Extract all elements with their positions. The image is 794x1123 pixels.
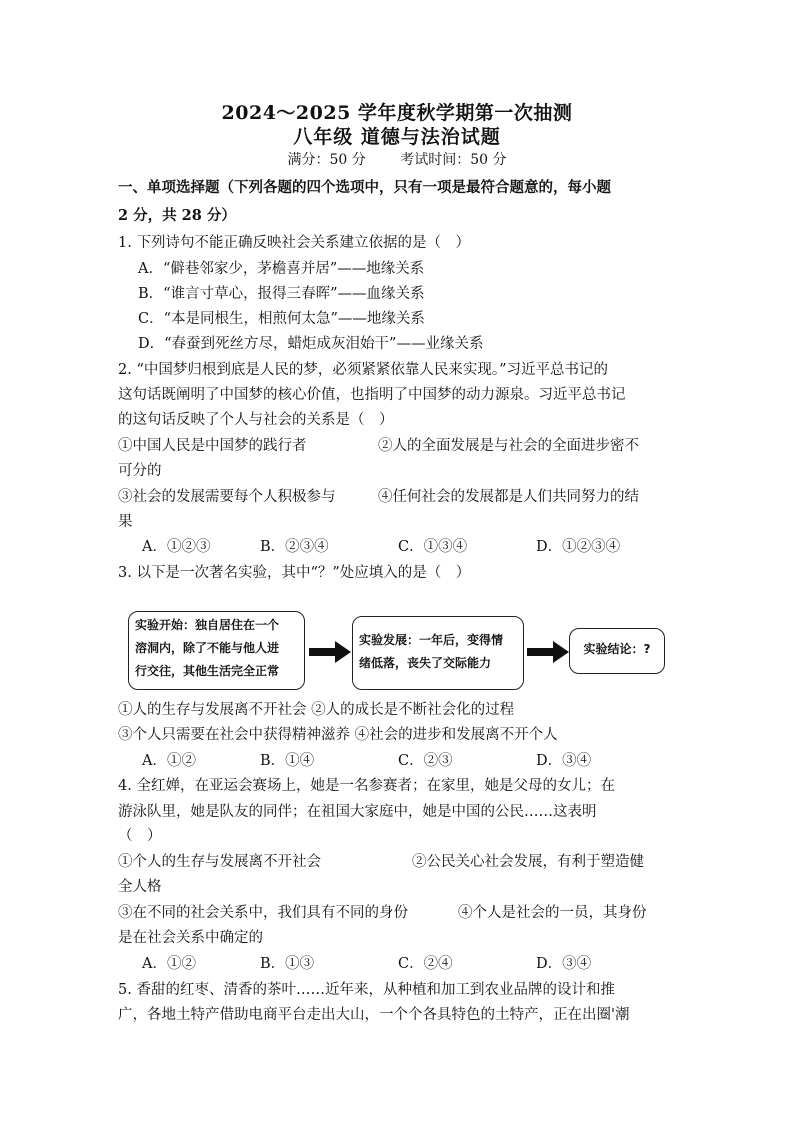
q2-statement-2-cont: 可分的 [118,463,162,479]
q1-stem: 1. 下列诗句不能正确反映社会关系建立依据的是（ ） [118,235,470,251]
q3-stem: 3. 以下是一次著名实验，其中“？”处应填入的是（ ） [118,565,471,581]
box3-line: 实验结论：? [583,642,651,656]
q4-statement-2-cont: 全人格 [118,879,162,895]
right-arrow-icon [309,641,351,663]
q4-stem-3: （ ） [118,828,162,844]
q2-statement-4: ④任何社会的发展都是人们共同努力的结 [378,489,639,505]
box2-line: 绪低落，丧失了交际能力 [359,656,492,670]
right-arrow-icon [527,641,569,663]
q4-statement-4-cont: 是在社会关系中确定的 [118,930,263,946]
exam-title: 2024～2025 学年度秋学期第一次抽测 [221,102,573,124]
q3-option-b: B．①④ [260,753,315,769]
q5-stem-1: 5. 香甜的红枣、清香的茶叶……近年来，从种植和加工到农业品牌的设计和推 [118,982,615,998]
q4-statement-2: ②公民关心社会发展，有利于塑造健 [412,854,644,870]
q2-statement-4-cont: 果 [118,514,133,530]
q2-stem-3: 的这句话反映了个人与社会的关系是（ ） [118,412,394,428]
q4-statement-3: ③在不同的社会关系中，我们具有不同的身份 [118,905,408,921]
q4-option-c: C．②④ [398,956,453,972]
q4-stem-2: 游泳队里，她是队友的同伴；在祖国大家庭中，她是中国的公民……这表明 [118,804,597,820]
q1-option-a: A．“僻巷邻家少，茅檐喜并居”——地缘关系 [138,261,425,277]
q5-stem-2: 广，各地土特产借助电商平台走出大山，一个个各具特色的土特产，正在出圈'潮 [118,1007,630,1023]
q2-statement-3: ③社会的发展需要每个人积极参与 [118,489,336,505]
q2-stem-2: 这句话既阐明了中国梦的核心价值，也指明了中国梦的动力源泉。习近平总书记 [118,387,626,403]
q1-option-c: C．“本是同根生，相煎何太急”——地缘关系 [138,311,425,327]
q2-option-b: B．②③④ [260,539,329,555]
experiment-start-box [128,611,305,690]
exam-subtitle: 八年级 道德与法治试题 [293,126,501,148]
box2-line: 实验发展：一年后，变得情 [359,633,504,647]
q4-option-b: B．①③ [260,956,315,972]
box1-line: 溶洞内，除了不能与他人进 [135,641,280,655]
q2-statement-2: ②人的全面发展是与社会的全面进步密不 [378,438,639,454]
q4-statement-4: ④个人是社会的一员，其身份 [458,905,647,921]
q2-stem-1: 2. “中国梦归根到底是人民的梦，必须紧紧依靠人民来实现。”习近平总书记的 [118,362,609,378]
q3-option-a: A．①② [142,753,196,769]
q3-option-d: D．③④ [536,753,592,769]
exam-time: 考试时间：50 分 [400,152,507,168]
box1-line: 行交往，其他生活完全正常 [135,664,280,678]
section-heading-cont: 2 分，共 28 分） [118,207,236,224]
q3-statements-1-2: ①人的生存与发展离不开社会 ②人的成长是不断社会化的过程 [118,702,515,718]
section-heading: 一、单项选择题（下列各题的四个选项中，只有一项是最符合题意的，每小题 [118,179,611,196]
q4-options [142,953,682,975]
q4-statement-1: ①个人的生存与发展离不开社会 [118,854,321,870]
q2-options [142,536,682,558]
q2-option-d: D．①②③④ [536,539,621,555]
exam-meta [0,149,794,169]
experiment-development-box [352,616,524,690]
q4-option-d: D．③④ [536,956,592,972]
q1-option-d: D．“春蚕到死丝方尽，蜡炬成灰泪始干”——业缘关系 [138,336,484,352]
q4-option-a: A．①② [142,956,196,972]
q2-option-a: A．①②③ [142,539,211,555]
q3-option-c: C．②③ [398,753,453,769]
box1-line: 实验开始：独自居住在一个 [135,618,280,632]
q4-stem-1: 4. 全红婵，在亚运会赛场上，她是一名参赛者；在家里，她是父母的女儿；在 [118,778,615,794]
full-score: 满分：50 分 [287,152,366,168]
q3-statements-3-4: ③个人只需要在社会中获得精神滋养 ④社会的进步和发展离不开个人 [118,727,558,743]
q2-option-c: C．①③④ [398,539,468,555]
experiment-conclusion-box [569,628,665,674]
q3-options [142,750,682,772]
q2-statement-1: ①中国人民是中国梦的践行者 [118,438,307,454]
q1-option-b: B．“谁言寸草心，报得三春晖”——血缘关系 [138,286,425,302]
